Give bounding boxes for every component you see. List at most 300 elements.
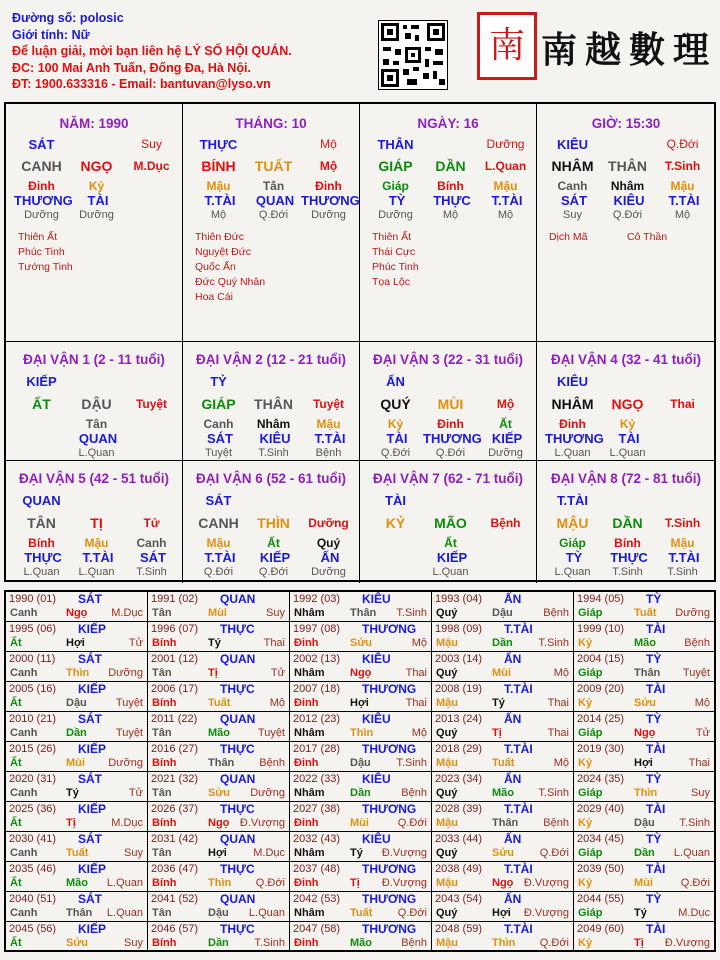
- year-stem: Ất: [10, 757, 22, 769]
- ten-god: THÂN: [377, 137, 414, 152]
- star-label: Thiên Ất: [372, 231, 412, 243]
- stage: Dưỡng: [486, 137, 525, 151]
- hidden-stage: Q.Đới: [435, 447, 466, 459]
- year-stage: L.Quan: [673, 847, 710, 859]
- year-stem: Kỷ: [578, 877, 593, 889]
- year-ten-god: KIẾP: [78, 802, 107, 816]
- hidden-stage: Dưỡng: [488, 447, 523, 459]
- year-ten-god: TÀI: [646, 802, 666, 816]
- hidden-god: T.TÀI: [668, 550, 700, 565]
- year-label: 2000 (11): [9, 653, 56, 665]
- year-stage: Mộ: [553, 757, 569, 769]
- year-stem: Quý: [436, 607, 458, 619]
- hidden-stem: Nhâm: [256, 417, 291, 431]
- year-cell[interactable]: [432, 832, 574, 862]
- year-cell[interactable]: [432, 772, 574, 802]
- hidden-god: TÀI: [386, 431, 408, 446]
- year-cell[interactable]: [290, 682, 432, 712]
- heavenly-stem: NHÂM: [551, 158, 594, 174]
- hidden-stem: Bính: [28, 536, 55, 550]
- year-branch: Mùi: [634, 877, 653, 889]
- earthly-branch: DẬU: [81, 396, 112, 412]
- pillar-cell: [6, 104, 183, 342]
- year-cell[interactable]: [6, 712, 148, 742]
- year-ten-god: THƯƠNG: [362, 892, 417, 906]
- year-stage: Tuyệt: [115, 727, 143, 739]
- year-label: 2006 (17): [151, 683, 199, 695]
- dai-van-title: ĐẠI VẬN 6 (52 - 61 tuổi): [195, 471, 347, 486]
- year-stem: Nhâm: [294, 907, 325, 919]
- year-stem: Mậu: [436, 937, 458, 949]
- star-label: Phúc Tinh: [372, 261, 419, 273]
- hidden-stage: L.Quan: [609, 447, 646, 459]
- ten-god: THỰC: [199, 137, 238, 152]
- pillar-title: GIỜ: 15:30: [591, 116, 661, 131]
- year-cell[interactable]: [6, 832, 148, 862]
- year-cell[interactable]: [432, 622, 574, 652]
- year-branch: Tuất: [66, 847, 89, 859]
- hidden-stem: Bính: [614, 536, 641, 550]
- year-stem: Mậu: [436, 757, 458, 769]
- hidden-stem: Mậu: [84, 536, 109, 550]
- year-stage: Suy: [124, 937, 143, 949]
- year-cell[interactable]: [432, 712, 574, 742]
- hidden-god: THƯƠNG: [14, 193, 73, 208]
- year-cell[interactable]: [6, 802, 148, 832]
- ten-god: TỶ: [210, 374, 227, 389]
- year-cell[interactable]: [6, 862, 148, 892]
- year-ten-god: THỰC: [220, 862, 255, 876]
- year-cell[interactable]: [290, 652, 432, 682]
- year-label: 2011 (22): [151, 713, 198, 725]
- hidden-god: KIẾP: [436, 550, 468, 565]
- year-branch: Tị: [634, 937, 644, 949]
- hidden-stem: Kỷ: [387, 417, 404, 431]
- stage: T.Sinh: [664, 159, 701, 173]
- year-ten-god: T.TÀI: [504, 682, 533, 696]
- year-cell[interactable]: [148, 592, 290, 622]
- year-cell[interactable]: [6, 682, 148, 712]
- year-cell[interactable]: [432, 742, 574, 772]
- year-stage: Mộ: [269, 697, 285, 709]
- year-label: 2042 (53): [293, 893, 341, 905]
- year-label: 2039 (50): [577, 863, 625, 875]
- hidden-god: KIẾP: [259, 550, 291, 565]
- year-stem: Đinh: [294, 757, 319, 769]
- year-stem: Tân: [152, 667, 172, 679]
- year-label: 2024 (35): [577, 773, 625, 785]
- year-cell[interactable]: [574, 682, 714, 712]
- earthly-branch: THÂN: [608, 158, 647, 174]
- year-stage: Thai: [547, 727, 569, 739]
- stage: Bệnh: [490, 516, 521, 530]
- year-label: 2016 (27): [151, 743, 199, 755]
- heavenly-stem: QUÝ: [380, 396, 411, 412]
- year-branch: Hợi: [634, 757, 653, 769]
- year-label: 2030 (41): [9, 833, 57, 845]
- year-label: 2012 (23): [293, 713, 341, 725]
- year-cell[interactable]: [432, 802, 574, 832]
- earthly-branch: NGỌ: [611, 396, 644, 412]
- brand-logo: [477, 10, 717, 84]
- year-branch: Thìn: [492, 937, 516, 949]
- year-cell[interactable]: [148, 742, 290, 772]
- year-stage: T.Sinh: [396, 607, 427, 619]
- year-stage: Suy: [124, 847, 143, 859]
- year-cell[interactable]: [574, 862, 714, 892]
- year-cell[interactable]: [6, 622, 148, 652]
- star-label: Đức Quý Nhân: [195, 276, 266, 288]
- year-label: 1993 (04): [435, 593, 483, 605]
- year-cell[interactable]: [290, 832, 432, 862]
- year-ten-god: THỰC: [220, 622, 255, 636]
- year-cell[interactable]: [574, 892, 714, 922]
- star-label: Thái Cực: [372, 246, 416, 258]
- year-cell[interactable]: [148, 892, 290, 922]
- year-stem: Đinh: [294, 937, 319, 949]
- year-cell[interactable]: [432, 592, 574, 622]
- heavenly-stem: KỶ: [385, 515, 406, 531]
- year-stem: Canh: [10, 607, 38, 619]
- year-stage: L.Quan: [106, 907, 143, 919]
- year-label: 2035 (46): [9, 863, 57, 875]
- year-stem: Mậu: [436, 637, 458, 649]
- year-stem: Quý: [436, 727, 458, 739]
- hidden-stage: Dưỡng: [311, 566, 346, 578]
- star-label: Thiên Ất: [18, 231, 58, 243]
- dai-van-title: ĐẠI VẬN 8 (72 - 81 tuổi): [550, 471, 702, 486]
- year-cell[interactable]: [432, 652, 574, 682]
- year-cell[interactable]: [148, 832, 290, 862]
- year-branch: Thìn: [66, 667, 90, 679]
- year-ten-god: SÁT: [78, 592, 102, 606]
- year-label: 1999 (10): [577, 623, 625, 635]
- year-stage: Q.Đới: [680, 877, 710, 889]
- year-stem: Kỷ: [578, 937, 593, 949]
- year-label: 1995 (06): [9, 623, 57, 635]
- year-stem: Bính: [152, 637, 177, 649]
- hidden-stem: Nhâm: [610, 179, 645, 193]
- year-branch: Sửu: [66, 937, 89, 949]
- year-ten-god: TÀI: [646, 862, 666, 876]
- year-cell[interactable]: [432, 682, 574, 712]
- year-stage: Thai: [263, 637, 285, 649]
- year-stage: Đ.Vượng: [523, 877, 569, 889]
- year-branch: Thìn: [208, 877, 232, 889]
- year-branch: Tý: [350, 847, 363, 859]
- year-ten-god: SÁT: [78, 712, 102, 726]
- year-stem: Canh: [10, 907, 38, 919]
- year-stage: Tử: [695, 727, 710, 739]
- year-cell[interactable]: [574, 742, 714, 772]
- star-label: Hoa Cái: [195, 291, 233, 303]
- star-label: Phúc Tinh: [18, 246, 65, 258]
- year-cell[interactable]: [290, 592, 432, 622]
- hidden-god: TÀI: [618, 431, 640, 446]
- year-cell[interactable]: [6, 772, 148, 802]
- qr-code-icon[interactable]: [378, 20, 448, 90]
- year-branch: Ngọ: [634, 727, 656, 739]
- ten-god: KIẾP: [26, 374, 57, 389]
- year-branch: Sửu: [208, 787, 231, 799]
- year-ten-god: TÀI: [646, 922, 666, 936]
- year-label: 2028 (39): [435, 803, 483, 815]
- hidden-stem: Mậu: [670, 179, 695, 193]
- year-cell[interactable]: [148, 802, 290, 832]
- year-stage: Thai: [547, 697, 569, 709]
- year-branch: Dần: [492, 637, 513, 649]
- year-stem: Giáp: [578, 727, 603, 739]
- year-label: 2017 (28): [293, 743, 341, 755]
- year-stage: T.Sinh: [679, 817, 710, 829]
- hidden-god: T.TÀI: [668, 193, 700, 208]
- year-cell[interactable]: [6, 592, 148, 622]
- year-branch: Thân: [208, 757, 235, 769]
- year-ten-god: QUAN: [220, 592, 256, 606]
- year-stem: Mậu: [436, 697, 458, 709]
- hidden-stem: Canh: [203, 417, 234, 431]
- year-label: 2008 (19): [435, 683, 483, 695]
- year-stem: Mậu: [436, 877, 458, 889]
- year-branch: Tuất: [208, 697, 231, 709]
- year-cell[interactable]: [148, 772, 290, 802]
- year-cell[interactable]: [432, 862, 574, 892]
- year-ten-god: T.TÀI: [504, 802, 533, 816]
- year-stem: Giáp: [578, 907, 603, 919]
- dai-van-title: ĐẠI VẬN 3 (22 - 31 tuổi): [372, 352, 524, 367]
- year-branch: Ngọ: [208, 817, 230, 829]
- year-cell[interactable]: [432, 892, 574, 922]
- year-stage: Q.Đới: [397, 907, 427, 919]
- year-branch: Tuất: [492, 757, 515, 769]
- year-branch: Ngọ: [66, 607, 88, 619]
- year-cell[interactable]: [290, 862, 432, 892]
- year-cell[interactable]: [6, 892, 148, 922]
- year-label: 2018 (29): [435, 743, 483, 755]
- earthly-branch: DẦN: [612, 515, 643, 531]
- year-stage: Tuyệt: [257, 727, 285, 739]
- year-cell[interactable]: [148, 712, 290, 742]
- year-stem: Bính: [152, 757, 177, 769]
- year-stem: Nhâm: [294, 667, 325, 679]
- year-ten-god: QUAN: [220, 832, 256, 846]
- year-label: 2001 (12): [151, 653, 199, 665]
- year-cell[interactable]: [148, 922, 290, 952]
- year-ten-god: TÀI: [646, 682, 666, 696]
- hidden-stem: Quý: [316, 536, 341, 550]
- year-stage: Q.Đới: [397, 817, 427, 829]
- year-cell[interactable]: [290, 742, 432, 772]
- year-ten-god: QUAN: [220, 892, 256, 906]
- ten-god: SÁT: [28, 137, 55, 152]
- year-stage: Dưỡng: [108, 757, 143, 769]
- year-ten-god: QUAN: [220, 772, 256, 786]
- year-stage: Dưỡng: [250, 787, 285, 799]
- year-stem: Đinh: [294, 877, 319, 889]
- dai-van-title: ĐẠI VẬN 4 (32 - 41 tuổi): [550, 352, 702, 367]
- year-cell[interactable]: [574, 712, 714, 742]
- year-cell[interactable]: [574, 652, 714, 682]
- dai-van-cell: [183, 342, 360, 461]
- hidden-stage: Q.Đới: [612, 209, 643, 221]
- year-cell[interactable]: [148, 862, 290, 892]
- hidden-stem: Ất: [444, 536, 457, 550]
- year-ten-god: KIÊU: [362, 652, 391, 666]
- year-stage: Mộ: [411, 727, 427, 739]
- stage: Tuyệt: [135, 397, 168, 411]
- year-stage: Q.Đới: [539, 937, 569, 949]
- year-branch: Mùi: [208, 607, 227, 619]
- hidden-stage: Dưỡng: [311, 209, 346, 221]
- stage: Thai: [670, 397, 695, 411]
- heavenly-stem: NHÂM: [551, 396, 594, 412]
- hidden-stem: Giáp: [559, 536, 586, 550]
- year-label: 2040 (51): [9, 893, 57, 905]
- year-cell[interactable]: [432, 922, 574, 952]
- hidden-god: T.TÀI: [204, 550, 236, 565]
- year-cell[interactable]: [574, 922, 714, 952]
- year-cell[interactable]: [6, 652, 148, 682]
- hidden-god: THƯƠNG: [301, 193, 360, 208]
- year-branch: Mùi: [66, 757, 85, 769]
- year-cell[interactable]: [148, 652, 290, 682]
- year-cell[interactable]: [574, 592, 714, 622]
- year-branch: Dậu: [350, 757, 371, 769]
- year-label: 1990 (01): [9, 593, 57, 605]
- dai-van-title: ĐẠI VẬN 1 (2 - 11 tuổi): [23, 352, 165, 367]
- hidden-stem: Đinh: [28, 179, 55, 193]
- year-branch: Tý: [634, 907, 647, 919]
- year-ten-god: KIẾP: [78, 862, 107, 876]
- hidden-stage: T.Sinh: [136, 566, 167, 578]
- year-cell[interactable]: [290, 802, 432, 832]
- year-branch: Tị: [492, 727, 502, 739]
- hidden-stem: Kỷ: [88, 179, 105, 193]
- hidden-stage: Q.Đới: [380, 447, 411, 459]
- year-cell[interactable]: [574, 832, 714, 862]
- year-stage: Q.Đới: [539, 847, 569, 859]
- hidden-stem: Kỷ: [619, 417, 636, 431]
- year-cell[interactable]: [290, 772, 432, 802]
- year-stem: Đinh: [294, 637, 319, 649]
- year-stage: L.Quan: [248, 907, 285, 919]
- year-branch: Thìn: [350, 727, 374, 739]
- year-stem: Ất: [10, 937, 22, 949]
- year-branch: Mão: [66, 877, 88, 889]
- star-label: Cô Thần: [627, 231, 668, 243]
- year-cell[interactable]: [574, 772, 714, 802]
- year-label: 2005 (16): [9, 683, 57, 695]
- year-ten-god: SÁT: [78, 832, 102, 846]
- year-branch: Tý: [492, 697, 505, 709]
- year-branch: Tuất: [634, 607, 657, 619]
- year-ten-god: TỲ: [646, 892, 662, 906]
- pillar-table: [4, 102, 716, 582]
- hidden-god: KIÊU: [613, 193, 645, 208]
- hidden-god: T.TÀI: [204, 193, 236, 208]
- year-cell[interactable]: [290, 622, 432, 652]
- year-cell[interactable]: [290, 922, 432, 952]
- stage: Mộ: [320, 137, 337, 151]
- year-stem: Ất: [10, 817, 22, 829]
- year-cell[interactable]: [290, 892, 432, 922]
- header-phone: ĐT: 1900.633316 - Email: bantuvan@lyso.vn: [12, 77, 271, 91]
- header-address: ĐC: 100 Mai Anh Tuấn, Đống Đa, Hà Nội.: [12, 60, 251, 75]
- year-ten-god: KIÊU: [362, 772, 391, 786]
- year-label: 2007 (18): [293, 683, 341, 695]
- year-label: 2022 (33): [293, 773, 341, 785]
- hidden-stem: Bính: [437, 179, 464, 193]
- year-cell[interactable]: [290, 712, 432, 742]
- year-stem: Giáp: [578, 667, 603, 679]
- year-stage: Bệnh: [259, 757, 285, 769]
- year-ten-god: ẤN: [504, 892, 522, 906]
- hidden-god: THƯƠNG: [545, 431, 604, 446]
- year-stem: Quý: [436, 847, 458, 859]
- year-stem: Giáp: [578, 787, 603, 799]
- earthly-branch: TỊ: [90, 515, 103, 531]
- year-stem: Quý: [436, 667, 458, 679]
- year-cell[interactable]: [6, 922, 148, 952]
- heavenly-stem: GIÁP: [201, 396, 236, 412]
- year-ten-god: T.TÀI: [504, 742, 533, 756]
- hidden-god: KIÊU: [259, 431, 291, 446]
- year-branch: Thân: [634, 667, 661, 679]
- year-stage: Q.Đới: [255, 877, 285, 889]
- year-stem: Canh: [10, 847, 38, 859]
- year-ten-god: THỰC: [220, 742, 255, 756]
- year-stage: Bệnh: [543, 817, 569, 829]
- year-cell[interactable]: [574, 622, 714, 652]
- year-label: 2044 (55): [577, 893, 625, 905]
- year-stem: Ất: [10, 637, 22, 649]
- year-branch: Dần: [66, 727, 87, 739]
- year-branch: Thân: [350, 607, 377, 619]
- year-branch: Tuất: [350, 907, 373, 919]
- hidden-stage: T.Sinh: [612, 566, 643, 578]
- pillar-title: NGÀY: 16: [417, 116, 479, 131]
- year-stage: Dưỡng: [108, 667, 143, 679]
- ten-god: TÀI: [385, 493, 406, 508]
- hidden-stem: Tân: [85, 417, 108, 431]
- year-label: 2038 (49): [435, 863, 483, 875]
- year-label: 2026 (37): [151, 803, 199, 815]
- year-stage: M.Dục: [111, 607, 143, 619]
- year-ten-god: TỲ: [646, 832, 662, 846]
- year-branch: Sửu: [350, 637, 373, 649]
- year-ten-god: THỰC: [220, 802, 255, 816]
- year-ten-god: TỲ: [646, 772, 662, 786]
- year-stage: L.Quan: [106, 877, 143, 889]
- year-cell[interactable]: [148, 682, 290, 712]
- hidden-god: THỰC: [24, 550, 62, 565]
- year-stage: T.Sinh: [396, 757, 427, 769]
- year-cell[interactable]: [6, 742, 148, 772]
- year-cell[interactable]: [148, 622, 290, 652]
- year-ten-god: KIẾP: [78, 622, 107, 636]
- dai-van-cell: [6, 461, 183, 583]
- dai-van-title: ĐẠI VẬN 7 (62 - 71 tuổi): [372, 471, 524, 486]
- year-branch: Thân: [66, 907, 93, 919]
- year-label: 2037 (48): [293, 863, 341, 875]
- stage: M.Dục: [133, 159, 170, 173]
- year-label: 2013 (24): [435, 713, 483, 725]
- year-branch: Hợi: [66, 637, 85, 649]
- hidden-stem: Đinh: [559, 417, 586, 431]
- year-cell[interactable]: [574, 802, 714, 832]
- stage: Mộ: [319, 159, 338, 173]
- year-ten-god: THƯƠNG: [362, 742, 417, 756]
